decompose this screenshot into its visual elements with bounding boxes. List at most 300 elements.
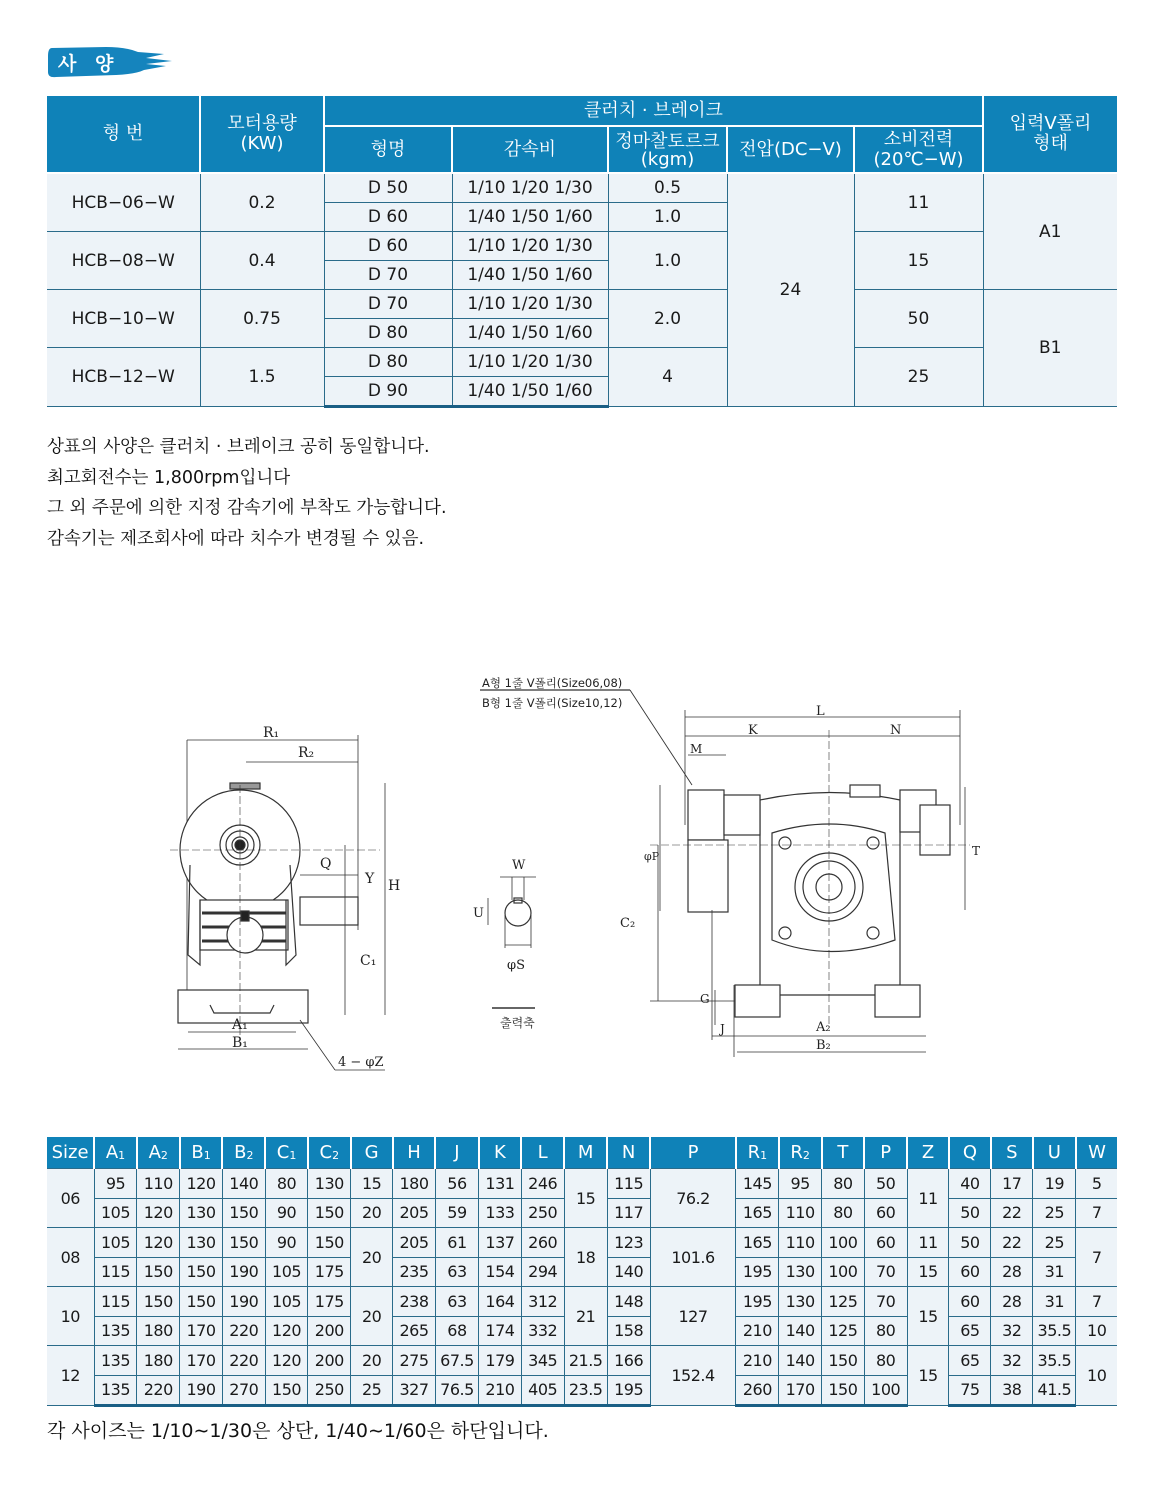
dim-cell-j: 63 [435, 1257, 478, 1287]
dim-cell-j: 63 [435, 1287, 478, 1317]
motor-cell: 1.5 [200, 348, 324, 407]
dim-header-q [949, 1137, 991, 1169]
dim-header-label: P [687, 1142, 699, 1163]
dim-cell-b1: 190 [180, 1375, 223, 1406]
dim-cell-p2: 50 [864, 1169, 907, 1199]
dim-cell-q: 50 [949, 1228, 991, 1258]
dim-header-u [1033, 1137, 1076, 1169]
dim-cell-c2: 150 [308, 1198, 351, 1228]
table-row [47, 290, 1117, 319]
pulley-cell: B1 [983, 290, 1117, 407]
dim-header-label: P [880, 1142, 892, 1163]
dim-cell-h: 275 [393, 1346, 436, 1376]
dim-cell-a2: 220 [137, 1375, 180, 1406]
ratio-cell: 1/40 1/50 1/60 [452, 319, 608, 348]
dim-header-r1 [736, 1137, 779, 1169]
dim-cell-b2: 220 [222, 1346, 265, 1376]
dim-header-c2 [308, 1137, 351, 1169]
dim-header-subscript: 1 [118, 1149, 126, 1162]
dim-cell-m: 23.5 [564, 1375, 607, 1406]
dim-cell-l: 246 [521, 1169, 564, 1199]
dim-header-subscript: 2 [802, 1149, 810, 1162]
dim-cell-l: 345 [521, 1346, 564, 1376]
dim-cell-a1: 135 [94, 1316, 137, 1346]
dim-cell-m: 21 [564, 1287, 607, 1346]
dim-header-label: Z [921, 1142, 935, 1163]
dim-cell-u: 25 [1033, 1198, 1076, 1228]
dim-cell-a2: 150 [137, 1287, 180, 1317]
dim-cell-c2: 175 [308, 1287, 351, 1317]
dim-header-subscript: 1 [203, 1149, 211, 1162]
dim-cell-b2: 190 [222, 1257, 265, 1287]
dim-cell-t: 150 [822, 1375, 865, 1406]
dim-cell-j: 67.5 [435, 1346, 478, 1376]
table-row [47, 1228, 1117, 1258]
dim-cell-a1: 105 [94, 1198, 137, 1228]
type-cell: D 50 [324, 173, 452, 203]
header-pulley-label: 입력V폴리 [1009, 113, 1092, 134]
dim-cell-k: 174 [479, 1316, 522, 1346]
label-b2: B₂ [816, 1038, 831, 1053]
dim-header-s [991, 1137, 1033, 1169]
dim-header-label: R [747, 1142, 761, 1163]
technical-drawing [160, 665, 1020, 1085]
dimension-table [47, 1137, 1117, 1407]
dim-header-z [907, 1137, 949, 1169]
dim-cell-q: 60 [949, 1257, 991, 1287]
label-a2: A₂ [816, 1020, 831, 1035]
type-cell: D 80 [324, 348, 452, 377]
note-line: 그 외 주문에 의한 지정 감속기에 부착도 가능합니다. [47, 498, 447, 518]
type-cell: D 60 [324, 232, 452, 261]
dim-cell-u: 19 [1033, 1169, 1076, 1199]
ratio-cell: 1/40 1/50 1/60 [452, 377, 608, 407]
footnote: 각 사이즈는 1/10∼1/30은 상단, 1/40∼1/60은 하단입니다. [47, 1420, 549, 1442]
dim-cell-z: 15 [907, 1287, 949, 1346]
model-cell: HCB−08−W [47, 232, 200, 290]
dim-cell-p2: 80 [864, 1346, 907, 1376]
side-view-drawing [170, 735, 385, 1070]
dim-cell-j: 59 [435, 1198, 478, 1228]
dim-cell-p: 127 [650, 1287, 736, 1346]
dim-header-label: C [319, 1142, 333, 1163]
dim-cell-k: 133 [479, 1198, 522, 1228]
header-clutch-brake: 클러치 · 브레이크 [324, 96, 983, 126]
dim-cell-w: 10 [1076, 1316, 1117, 1346]
header-motor [200, 96, 324, 173]
dim-cell-c1: 105 [265, 1257, 308, 1287]
dim-cell-h: 265 [393, 1316, 436, 1346]
dim-cell-t: 100 [822, 1228, 865, 1258]
dim-cell-g: 20 [351, 1198, 393, 1228]
dim-cell-b1: 150 [180, 1257, 223, 1287]
dim-cell-n: 123 [607, 1228, 650, 1258]
dim-cell-q: 65 [949, 1346, 991, 1376]
dim-header-label: A [105, 1142, 119, 1163]
dim-cell-h: 235 [393, 1257, 436, 1287]
dim-cell-k: 210 [479, 1375, 522, 1406]
dim-header-c1 [265, 1137, 308, 1169]
dim-cell-r2: 130 [779, 1287, 822, 1317]
dim-cell-l: 312 [521, 1287, 564, 1317]
dim-cell-b1: 120 [180, 1169, 223, 1199]
dim-cell-p2: 60 [864, 1228, 907, 1258]
dim-cell-k: 164 [479, 1287, 522, 1317]
power-cell: 11 [854, 173, 983, 232]
dim-cell-r1: 210 [736, 1346, 779, 1376]
dim-header-subscript: 2 [246, 1149, 254, 1162]
dim-cell-t: 125 [822, 1287, 865, 1317]
dim-cell-r2: 170 [779, 1375, 822, 1406]
type-cell: D 70 [324, 290, 452, 319]
dim-cell-s: 32 [991, 1346, 1033, 1376]
dim-header-label: Size [51, 1142, 89, 1163]
dim-cell-z: 11 [907, 1228, 949, 1258]
dim-cell-p: 101.6 [650, 1228, 736, 1287]
note-line: 상표의 사양은 클러치 · 브레이크 공히 동일합니다. [47, 437, 430, 457]
label-c2: C₂ [620, 916, 636, 931]
dim-cell-p2: 70 [864, 1287, 907, 1317]
dim-cell-b2: 270 [222, 1375, 265, 1406]
dim-header-label: J [454, 1142, 460, 1163]
label-output-shaft: 출력축 [500, 1016, 535, 1030]
dim-header-label: G [364, 1142, 379, 1163]
table-row [47, 1169, 1117, 1199]
dim-cell-g: 20 [351, 1287, 393, 1346]
dim-cell-b2: 220 [222, 1316, 265, 1346]
dim-cell-t: 100 [822, 1257, 865, 1287]
dim-cell-l: 294 [521, 1257, 564, 1287]
header-ratio: 감속비 [452, 126, 608, 173]
dim-cell-s: 22 [991, 1228, 1033, 1258]
label-g: G [700, 992, 710, 1006]
dim-header-m [564, 1137, 607, 1169]
dim-header-subscript: 1 [760, 1149, 768, 1162]
dim-cell-l: 260 [521, 1228, 564, 1258]
label-b1: B₁ [232, 1035, 248, 1051]
dim-cell-s: 17 [991, 1169, 1033, 1199]
label-a1: A₁ [232, 1017, 248, 1033]
dim-cell-m: 21.5 [564, 1346, 607, 1376]
power-cell: 50 [854, 290, 983, 348]
dim-cell-h: 238 [393, 1287, 436, 1317]
dim-cell-s: 32 [991, 1316, 1033, 1346]
dim-header-n [607, 1137, 650, 1169]
header-voltage: 전압(DC−V) [727, 126, 854, 173]
voltage-cell: 24 [727, 173, 854, 407]
dim-cell-z: 11 [907, 1169, 949, 1228]
dim-header-subscript: 2 [160, 1149, 168, 1162]
dim-cell-u: 35.5 [1033, 1346, 1076, 1376]
label-s: φS [507, 958, 526, 973]
dim-header-subscript: 1 [289, 1149, 297, 1162]
power-cell: 25 [854, 348, 983, 407]
dim-cell-c2: 200 [308, 1316, 351, 1346]
dim-header-label: N [621, 1142, 636, 1163]
dim-cell-g: 20 [351, 1228, 393, 1287]
header-power [854, 126, 983, 173]
header-motor-unit: (KW) [240, 133, 284, 154]
dim-cell-n: 115 [607, 1169, 650, 1199]
dim-cell-n: 158 [607, 1316, 650, 1346]
dim-cell-b1: 170 [180, 1346, 223, 1376]
dim-cell-n: 166 [607, 1346, 650, 1376]
dim-cell-a1: 135 [94, 1375, 137, 1406]
dim-cell-r2: 140 [779, 1316, 822, 1346]
dim-cell-b2: 150 [222, 1228, 265, 1258]
dim-cell-l: 332 [521, 1316, 564, 1346]
label-n: N [890, 723, 902, 738]
header-torque-unit: (kgm) [640, 148, 695, 170]
dim-cell-u: 41.5 [1033, 1375, 1076, 1406]
dim-cell-p2: 80 [864, 1316, 907, 1346]
table-row [47, 1287, 1117, 1317]
dim-cell-h: 205 [393, 1228, 436, 1258]
dim-cell-b2: 150 [222, 1198, 265, 1228]
dim-cell-n: 195 [607, 1375, 650, 1406]
dim-cell-c2: 175 [308, 1257, 351, 1287]
dim-cell-r1: 195 [736, 1257, 779, 1287]
dim-header-label: K [494, 1142, 506, 1163]
dim-cell-q: 75 [949, 1375, 991, 1406]
motor-cell: 0.4 [200, 232, 324, 290]
dim-cell-q: 50 [949, 1198, 991, 1228]
section-title: 사 양 [58, 53, 120, 75]
header-motor-label: 모터용량 [227, 113, 297, 134]
dim-cell-b1: 130 [180, 1228, 223, 1258]
dim-cell-p: 152.4 [650, 1346, 736, 1406]
dim-header-label: S [1006, 1142, 1018, 1163]
torque-cell: 0.5 [608, 173, 727, 203]
dim-header-label: T [837, 1142, 849, 1163]
dim-cell-b1: 150 [180, 1287, 223, 1317]
power-cell: 15 [854, 232, 983, 290]
dim-cell-u: 35.5 [1033, 1316, 1076, 1346]
dim-cell-p2: 60 [864, 1198, 907, 1228]
label-m: M [690, 742, 703, 756]
dim-cell-t: 80 [822, 1169, 865, 1199]
torque-cell: 4 [608, 348, 727, 407]
header-power-unit: (20℃−W) [873, 148, 964, 170]
label-j: J [720, 1022, 725, 1036]
dim-cell-k: 179 [479, 1346, 522, 1376]
size-cell: 12 [47, 1346, 94, 1406]
ratio-cell: 1/40 1/50 1/60 [452, 261, 608, 290]
dim-cell-j: 76.5 [435, 1375, 478, 1406]
dim-cell-r2: 95 [779, 1169, 822, 1199]
label-z: 4 − φZ [338, 1055, 384, 1070]
ratio-cell: 1/10 1/20 1/30 [452, 290, 608, 319]
dim-cell-w: 7 [1076, 1287, 1117, 1317]
dim-cell-t: 80 [822, 1198, 865, 1228]
dim-cell-r1: 195 [736, 1287, 779, 1317]
torque-cell: 1.0 [608, 232, 727, 290]
dim-cell-n: 117 [607, 1198, 650, 1228]
dim-cell-r1: 260 [736, 1375, 779, 1406]
dim-header-size [47, 1137, 94, 1169]
label-k: K [748, 723, 758, 738]
dim-cell-c1: 120 [265, 1346, 308, 1376]
label-p: φP [644, 850, 660, 863]
dim-header-j [435, 1137, 478, 1169]
table-row [47, 232, 1117, 261]
dim-cell-u: 31 [1033, 1287, 1076, 1317]
dim-cell-r1: 210 [736, 1316, 779, 1346]
dim-cell-l: 405 [521, 1375, 564, 1406]
dim-cell-z: 15 [907, 1257, 949, 1287]
dim-cell-m: 18 [564, 1228, 607, 1287]
dim-cell-a2: 180 [137, 1346, 180, 1376]
dim-cell-s: 38 [991, 1375, 1033, 1406]
model-cell: HCB−06−W [47, 173, 200, 232]
dim-cell-z: 15 [907, 1346, 949, 1406]
header-power-label: 소비전력 [883, 128, 954, 150]
table-row [47, 173, 1117, 203]
dim-header-p [864, 1137, 907, 1169]
label-h: H [388, 878, 401, 894]
dim-cell-t: 150 [822, 1346, 865, 1376]
label-w: W [512, 858, 526, 873]
header-pulley [983, 96, 1117, 173]
dim-cell-g: 15 [351, 1169, 393, 1199]
dim-cell-u: 31 [1033, 1257, 1076, 1287]
dim-header-label: R [790, 1142, 803, 1163]
dim-cell-g: 20 [351, 1346, 393, 1376]
dim-cell-p: 76.2 [650, 1169, 736, 1228]
dim-header-a2 [137, 1137, 180, 1169]
table-row [47, 1346, 1117, 1376]
dim-cell-r2: 110 [779, 1228, 822, 1258]
dim-cell-h: 205 [393, 1198, 436, 1228]
dim-cell-k: 137 [479, 1228, 522, 1258]
dim-header-label: A [148, 1142, 161, 1163]
table-row [47, 348, 1117, 377]
dim-cell-w: 5 [1076, 1169, 1117, 1199]
dim-cell-a2: 110 [137, 1169, 180, 1199]
output-shaft-drawing [488, 877, 536, 1008]
front-view-drawing [480, 690, 970, 1057]
dim-cell-h: 327 [393, 1375, 436, 1406]
dim-cell-n: 140 [607, 1257, 650, 1287]
dim-cell-c2: 200 [308, 1346, 351, 1376]
callout-b-pulley: B형 1줄 V폴리(Size10,12) [482, 696, 623, 710]
dim-cell-l: 250 [521, 1198, 564, 1228]
torque-cell: 1.0 [608, 203, 727, 232]
dim-cell-a1: 115 [94, 1287, 137, 1317]
dim-cell-w: 7 [1076, 1198, 1117, 1228]
section-badge [46, 44, 174, 80]
dim-cell-s: 28 [991, 1257, 1033, 1287]
label-l: L [816, 704, 825, 719]
dim-header-label: L [537, 1142, 548, 1163]
dim-cell-r1: 165 [736, 1228, 779, 1258]
ratio-cell: 1/10 1/20 1/30 [452, 348, 608, 377]
header-torque [608, 126, 727, 173]
dim-cell-s: 28 [991, 1287, 1033, 1317]
dim-cell-q: 65 [949, 1316, 991, 1346]
table-row [47, 1375, 1117, 1406]
dim-cell-s: 22 [991, 1198, 1033, 1228]
ratio-cell: 1/40 1/50 1/60 [452, 203, 608, 232]
dim-header-label: H [407, 1142, 421, 1163]
dim-cell-r1: 145 [736, 1169, 779, 1199]
label-t: T [972, 844, 981, 858]
dim-cell-w: 10 [1076, 1346, 1117, 1406]
dim-header-label: B [191, 1142, 204, 1163]
dim-cell-a2: 120 [137, 1198, 180, 1228]
dim-header-a1 [94, 1137, 137, 1169]
dim-cell-k: 154 [479, 1257, 522, 1287]
dim-cell-c2: 150 [308, 1228, 351, 1258]
label-y: Y [365, 871, 375, 887]
header-pulley-label-2: 형태 [1033, 133, 1068, 154]
label-r1: R₁ [263, 725, 280, 741]
dim-cell-u: 25 [1033, 1228, 1076, 1258]
dim-header-label: W [1088, 1142, 1106, 1163]
dim-cell-g: 25 [351, 1375, 393, 1406]
dim-cell-q: 60 [949, 1287, 991, 1317]
dim-cell-a2: 150 [137, 1257, 180, 1287]
spec-table [47, 96, 1117, 408]
dim-cell-r1: 165 [736, 1198, 779, 1228]
size-cell: 08 [47, 1228, 94, 1287]
dim-cell-j: 68 [435, 1316, 478, 1346]
dim-cell-a2: 180 [137, 1316, 180, 1346]
note-line: 감속기는 제조회사에 따라 치수가 변경될 수 있음. [47, 528, 425, 549]
dim-header-b1 [180, 1137, 223, 1169]
motor-cell: 0.75 [200, 290, 324, 348]
torque-cell: 2.0 [608, 290, 727, 348]
dim-cell-b1: 130 [180, 1198, 223, 1228]
dim-cell-h: 180 [393, 1169, 436, 1199]
dim-cell-c1: 150 [265, 1375, 308, 1406]
size-cell: 06 [47, 1169, 94, 1228]
ratio-cell: 1/10 1/20 1/30 [452, 232, 608, 261]
dim-header-p [650, 1137, 736, 1169]
model-cell: HCB−10−W [47, 290, 200, 348]
dim-header-label: Q [962, 1142, 977, 1163]
label-r2: R₂ [298, 745, 315, 761]
type-cell: D 70 [324, 261, 452, 290]
dim-header-label: B [234, 1142, 247, 1163]
dim-cell-c2: 250 [308, 1375, 351, 1406]
dim-header-h [393, 1137, 436, 1169]
notes [47, 432, 447, 554]
motor-cell: 0.2 [200, 173, 324, 232]
dim-cell-w: 7 [1076, 1228, 1117, 1287]
dim-header-label: C [276, 1142, 290, 1163]
dim-cell-a1: 95 [94, 1169, 137, 1199]
dim-cell-r2: 140 [779, 1346, 822, 1376]
dim-cell-k: 131 [479, 1169, 522, 1199]
dim-header-b2 [222, 1137, 265, 1169]
dim-cell-t: 125 [822, 1316, 865, 1346]
model-cell: HCB−12−W [47, 348, 200, 407]
dim-header-k [479, 1137, 522, 1169]
dim-cell-c1: 80 [265, 1169, 308, 1199]
dim-header-g [351, 1137, 393, 1169]
dim-cell-c1: 120 [265, 1316, 308, 1346]
dim-cell-b2: 190 [222, 1287, 265, 1317]
dim-header-l [521, 1137, 564, 1169]
dim-cell-p2: 70 [864, 1257, 907, 1287]
dim-header-subscript: 2 [332, 1149, 340, 1162]
dim-cell-b2: 140 [222, 1169, 265, 1199]
dim-cell-r2: 130 [779, 1257, 822, 1287]
dim-cell-m: 15 [564, 1169, 607, 1228]
dim-cell-c1: 90 [265, 1198, 308, 1228]
dim-cell-n: 148 [607, 1287, 650, 1317]
